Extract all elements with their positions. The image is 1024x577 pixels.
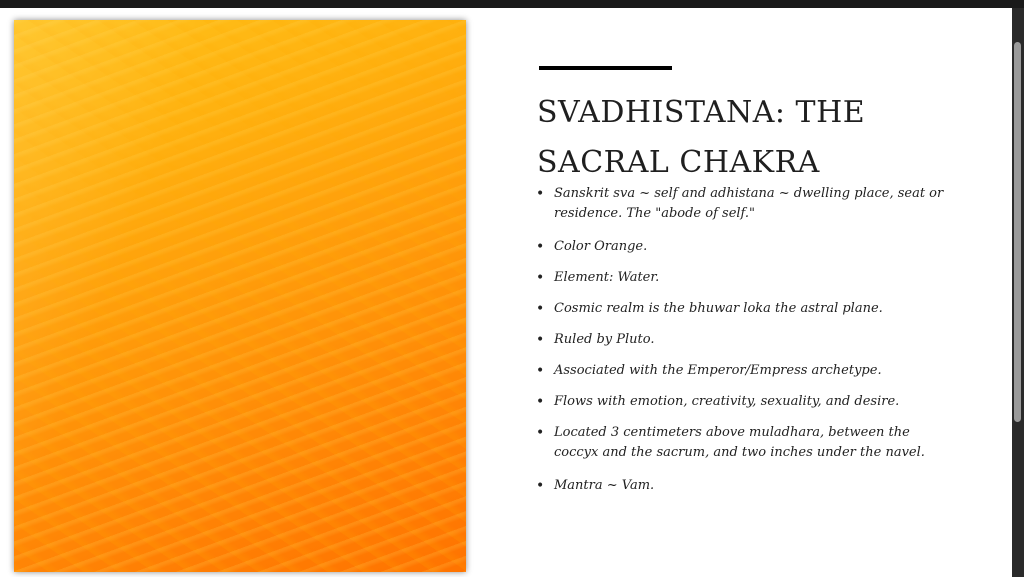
list-item: • Mantra ~ Vam. (536, 476, 956, 496)
list-item: • Sanskrit sva ~ self and adhistana ~ dwelling place, seat or residence. The "abode of self." (536, 184, 956, 224)
title-line-2: SACRAL CHAKRA (537, 145, 820, 180)
list-item: • Color Orange. (536, 237, 956, 257)
list-item: • Ruled by Pluto. (536, 330, 956, 350)
slide-viewport (0, 8, 1012, 577)
title-line-1: SVADHISTANA: THE (537, 95, 866, 130)
scrollbar-thumb[interactable] (1014, 42, 1021, 422)
list-item: • Element: Water. (536, 268, 956, 288)
orange-texture-image (14, 20, 466, 572)
slide-title (537, 88, 977, 188)
list-item: • Cosmic realm is the bhuwar loka the astral plane. (536, 299, 956, 319)
title-accent-rule (539, 66, 672, 70)
list-item: • Associated with the Emperor/Empress archetype. (536, 361, 956, 381)
top-bar (0, 0, 1024, 8)
list-item: • Flows with emotion, creativity, sexuality, and desire. (536, 392, 956, 412)
bullet-list (536, 184, 956, 509)
list-item: • Located 3 centimeters above muladhara, between the coccyx and the sacrum, and two inches under the navel. (536, 423, 956, 463)
